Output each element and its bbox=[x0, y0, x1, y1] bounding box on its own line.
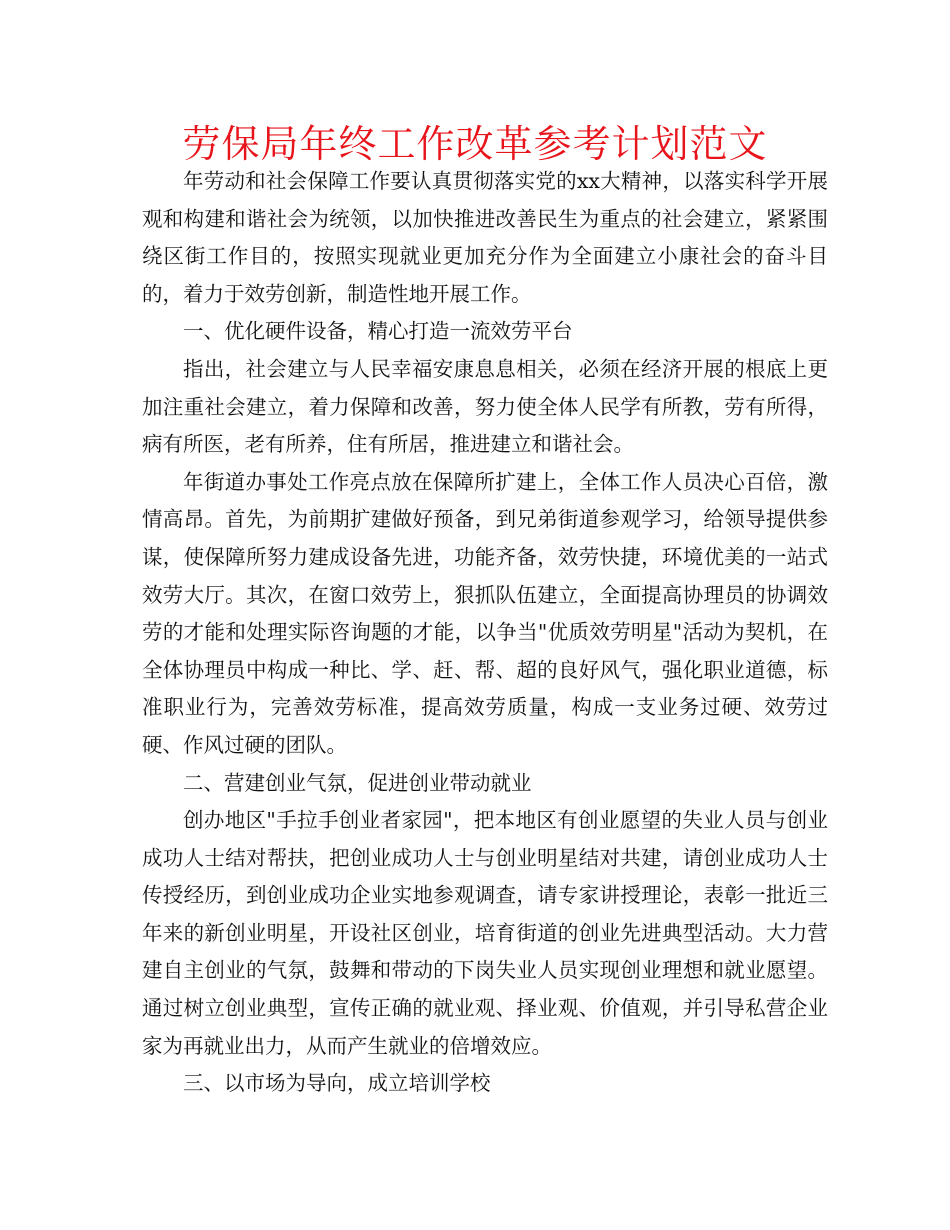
section-heading-1: 一、优化硬件设备，精心打造一流效劳平台 bbox=[183, 319, 573, 344]
paragraph-2: 年街道办事处工作亮点放在保障所扩建上，全体工作人员决心百倍，激情高昂。首先，为前期扩建做好预备，到兄弟街道参观学习，给领导提供参谋，使保障所努力建成设备先进，功能齐备，效劳快捷，环境优美的一站式效劳大厅。其次，在窗口效劳上，狠抓队伍建立，全面提高协理员的协调效劳的才能和处理实际咨询题的才能，以争当"优质效劳明星"活动为契机，在全体协理员中构成一种比、学、赶、帮、超的良好风气，强化职业道德，标准职业行为，完善效劳标准，提高效劳质量，构成一支业务过硬、效劳过硬、作风过硬的团队。 bbox=[142, 469, 828, 757]
paragraph-intro: 年劳动和社会保障工作要认真贯彻落实党的xx大精神，以落实科学开展观和构建和谐社会为统领，以加快推进改善民生为重点的社会建立，紧紧围绕区街工作目的，按照实现就业更加充分作为全面建立小康社会的奋斗目的，着力于效劳创新，制造性地开展工作。 bbox=[142, 169, 828, 306]
section-heading-3: 三、以市场为导向，成立培训学校 bbox=[183, 1071, 491, 1096]
paragraph-3: 创办地区"手拉手创业者家园"，把本地区有创业愿望的失业人员与创业成功人士结对帮扶，把创业成功人士与创业明星结对共建，请创业成功人士传授经历，到创业成功企业实地参观调查，请专家讲授理论，表彰一批近三年来的新创业明星，开设社区创业，培育街道的创业先进典型活动。大力营建自主创业的气氛，鼓舞和带动的下岗失业人员实现创业理想和就业愿望。通过树立创业典型，宣传正确的就业观、择业观、价值观，并引导私营企业家为再就业出力，从而产生就业的倍增效应。 bbox=[142, 808, 828, 1058]
document-body bbox=[142, 163, 828, 1103]
paragraph-1: 指出，社会建立与人民幸福安康息息相关，必须在经济开展的根底上更加注重社会建立，着力保障和改善，努力使全体人民学有所教，劳有所得，病有所医，老有所养，住有所居，推进建立和谐社会。 bbox=[142, 356, 828, 457]
document-title: 劳保局年终工作改革参考计划范文 bbox=[182, 122, 768, 166]
section-heading-2: 二、营建创业气氛，促进创业带动就业 bbox=[183, 770, 532, 795]
